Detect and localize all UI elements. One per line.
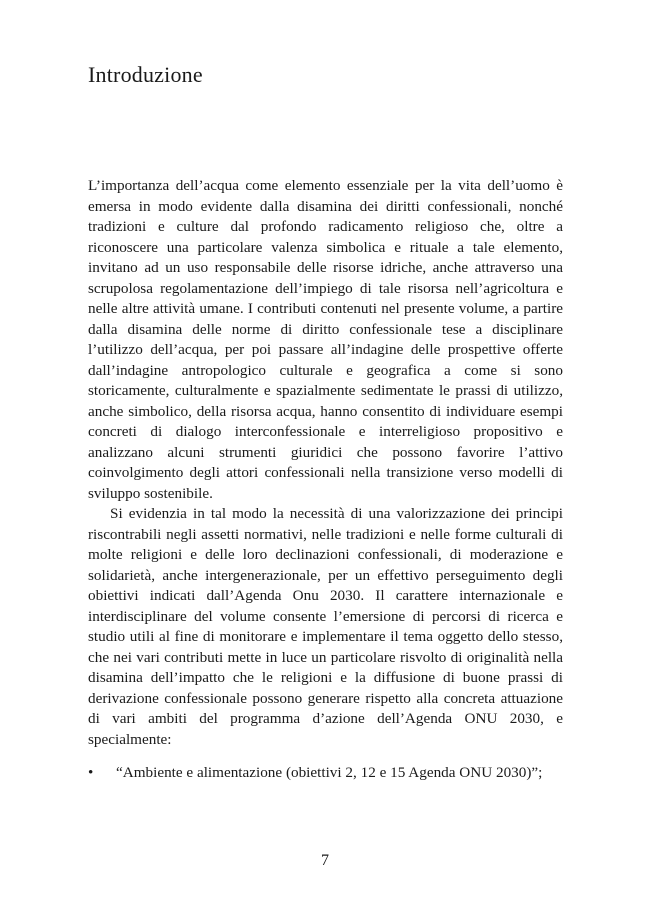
list-item xyxy=(88,763,563,784)
page-number: 7 xyxy=(321,852,329,869)
paragraph-1: L’importanza dell’acqua come elemento essenziale per la vita dell’uomo è emersa in modo evidente dalla disamina dei diritti confessionali, nonché tradizioni e culture dal profondo radicamento religioso che, oltre a riconoscere una particolare valenza simbolica e rituale a tale elemento, invitano ad un uso responsabile delle risorse idriche, anche attraverso una scrupolosa regolamentazione dell’impiego di tale risorsa nell’agricoltura e nelle altre attività umane. I contributi contenuti nel presente volume, a partire dalla disamina delle norme di diritto confessionale tese a disciplinare l’utilizzo dell’acqua, per poi passare all’indagine delle prospettive offerte dall’indagine antropologico culturale e geografica a come si sono storicamente, culturalmente e spazialmente sedimentate le prassi di utilizzo, anche simbolico, della risorsa acqua, hanno consentito di individuare esempi concreti di dialogo interconfessionale e interreligioso propositivo e analizzano alcuni strumenti giuridici che possono favorire l’attivo coinvolgimento degli attori confessionali nella transizione verso modelli di sviluppo sostenibile. xyxy=(88,177,563,502)
chapter-title: Introduzione xyxy=(88,62,203,87)
paragraph-2: Si evidenzia in tal modo la necessità di una valorizzazione dei principi riscontrabili negli assetti normativi, nelle tradizioni e nelle forme culturali di molte religioni e delle loro declinazioni confessionali, di moderazione e solidarietà, anche intergenerazionale, per un effettivo perseguimento degli obiettivi indicati dall’Agenda Onu 2030. Il carattere internazionale e interdisciplinare del volume consente l’emersione di percorsi di ricerca e studio utili al fine di monitorare e implementare il tema oggetto dello stesso, che nei vari contributi mette in luce un particolare risvolto di originalità nella disamina dell’impatto che le religioni e la diffusione di buone prassi di derivazione confessionale possono generare rispetto alla concreta attuazione di vari ambiti del programma d’azione dell’Agenda ONU 2030, e specialmente: xyxy=(88,505,563,748)
body-text xyxy=(88,176,563,750)
bullet-list xyxy=(88,763,563,784)
list-item-text: “Ambiente e alimentazione (obiettivi 2, 12 e 15 Agenda ONU 2030)”; xyxy=(116,764,543,781)
bullet-icon: • xyxy=(88,764,94,781)
